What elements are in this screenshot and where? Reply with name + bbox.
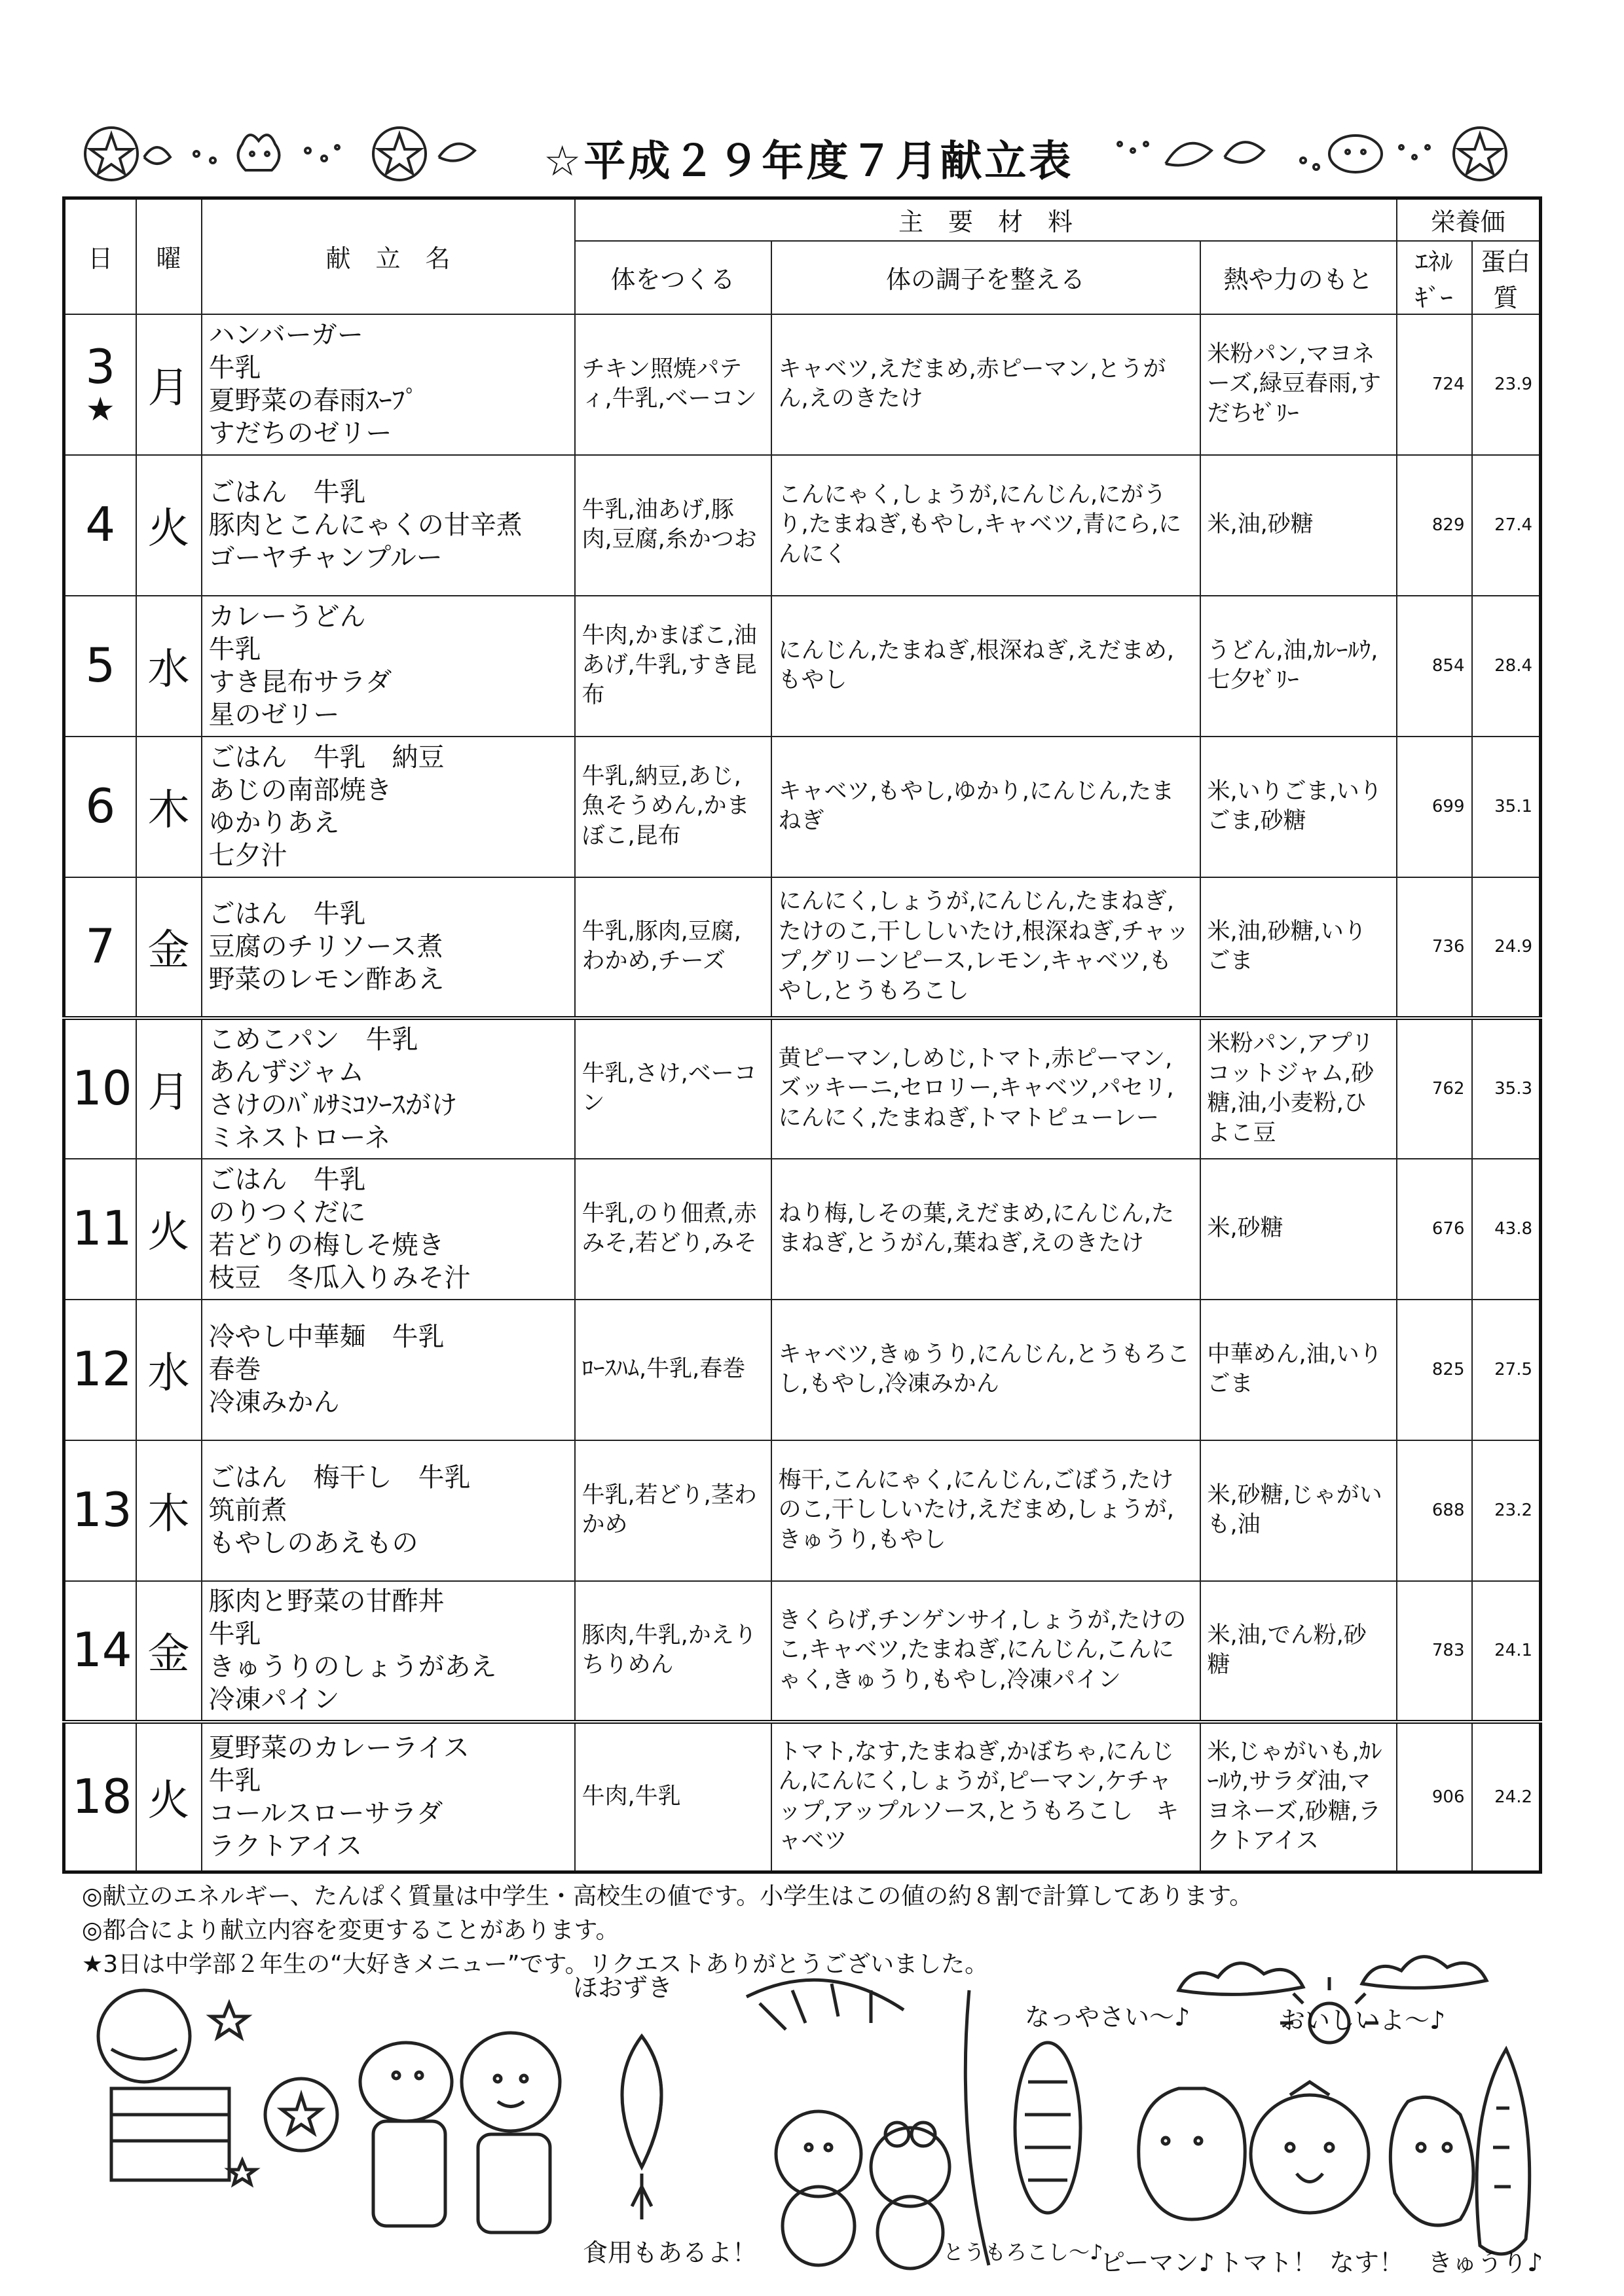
label-edible: 食用もあるよ！ [583,2238,758,2267]
dish-name: ごはん 牛乳 [208,1165,366,1195]
dish-name: あんずジャム [208,1057,365,1087]
energy-value: 762 [1397,1018,1472,1159]
energy-value: 783 [1397,1581,1472,1722]
dish-name: 星のゼリー [208,700,340,730]
day-cell [64,314,136,455]
body-ingredients-cell: 牛肉,牛乳 [575,1722,771,1872]
body-ingredients-cell: 牛乳,納豆,あじ,魚そうめん,かまぼこ,昆布 [575,737,771,877]
weekday-cell: 水 [136,1300,202,1440]
menu-name-cell [202,1581,575,1722]
menu-rows [64,314,1541,1872]
label-eggplant: なす！ [1329,2248,1405,2277]
dish-name: 牛乳 [208,1619,261,1649]
dish-name: ラクトアイス [208,1831,363,1861]
weekday-cell: 火 [136,1159,202,1300]
energy-source-cell: 中華めん,油,いりごま [1200,1300,1397,1440]
dish-name: 若どりの梅しそ焼き [208,1230,445,1260]
energy-source-cell: 米,砂糖 [1200,1159,1397,1300]
energy-value: 676 [1397,1159,1472,1300]
energy-value: 825 [1397,1300,1472,1440]
dish-name: 夏野菜の春雨ｽｰﾌﾟ [208,386,418,416]
header-protein: 蛋白質 [1472,241,1541,314]
protein-value: 27.5 [1472,1300,1541,1440]
bottom-illustration [65,1938,1559,2291]
day-number: 11 [72,1201,132,1256]
condition-ingredients-cell: 梅干,こんにゃく,にんじん,ごぼう,たけのこ,干ししいたけ,えだまめ,しょうが,きゅうり,もやし [771,1440,1200,1581]
menu-row [64,455,1541,596]
day-cell [64,1581,136,1722]
label-tomato: トマト！ [1218,2248,1318,2277]
dish-name: すだちのゼリー [208,418,392,448]
day-number: 10 [72,1061,132,1116]
body-ingredients-cell: 牛乳,油あげ,豚肉,豆腐,糸かつお [575,455,771,596]
dish-name: 冷凍パイン [208,1685,340,1715]
weekday-cell: 金 [136,1581,202,1722]
menu-row [64,314,1541,455]
condition-ingredients-cell: キャベツ,きゅうり,にんじん,とうもろこし,もやし,冷凍みかん [771,1300,1200,1440]
energy-value: 829 [1397,455,1472,596]
dish-name: コールスローサラダ [208,1798,443,1829]
day-number: 14 [72,1622,132,1678]
header-menu-name: 献 立 名 [202,198,575,314]
energy-value: 906 [1397,1722,1472,1872]
label-nassai: なっやさい～♪ [1025,2003,1190,2032]
condition-ingredients-cell: きくらげ,チンゲンサイ,しょうが,たけのこ,キャベツ,たまねぎ,にんじん,こんにゃく,きゅうり,もやし,冷凍パイン [771,1581,1200,1722]
protein-value: 27.4 [1472,455,1541,596]
menu-row [64,596,1541,737]
condition-ingredients-cell: ねり梅,しその葉,えだまめ,にんじん,たまねぎ,とうがん,葉ねぎ,えのきたけ [771,1159,1200,1300]
energy-source-cell: 米,油,砂糖 [1200,455,1397,596]
condition-ingredients-cell: にんじん,たまねぎ,根深ねぎ,えだまめ,もやし [771,596,1200,737]
label-pepper: ピーマン♪ [1100,2248,1215,2277]
day-number: 5 [85,638,116,693]
dish-name: 豚肉と野菜の甘酢丼 [208,1586,445,1616]
header-condition: 体の調子を整える [771,241,1200,314]
label-corn: とうもろこし～♪ [943,2240,1103,2265]
dish-name: ハンバーガー [208,320,363,350]
day-cell [64,1300,136,1440]
header-energy: ｴﾈﾙｷﾞｰ [1397,241,1472,314]
protein-value: 24.9 [1472,877,1541,1018]
menu-name-cell [202,1300,575,1440]
day-cell [64,596,136,737]
dish-name: 牛乳 [208,634,261,665]
menu-table [62,196,1542,1874]
note-change: ◎都合により献立内容を変更することがあります。 [82,1917,619,1944]
energy-source-cell: 米,油,でん粉,砂糖 [1200,1581,1397,1722]
weekday-cell: 火 [136,1722,202,1872]
dish-name: ごはん 牛乳 [208,899,366,929]
menu-row [64,1018,1541,1159]
day-cell [64,1440,136,1581]
dish-name: のりつくだに [208,1197,366,1228]
weekday-cell: 月 [136,314,202,455]
dish-name: 枝豆 冬瓜入りみそ汁 [208,1263,471,1293]
dish-name: 豚肉とこんにゃくの甘辛煮 [208,510,523,540]
protein-value: 35.3 [1472,1018,1541,1159]
day-cell [64,1159,136,1300]
protein-value: 23.2 [1472,1440,1541,1581]
top-decoration-left [72,118,530,190]
dish-name: 豆腐のチリソース煮 [208,932,443,962]
day-cell [64,1018,136,1159]
dish-name: さけのﾊﾞﾙｻﾐｺｿｰｽがけ [208,1090,458,1120]
energy-source-cell: 米粉パン,マヨネーズ,緑豆春雨,すだちｾﾞﾘｰ [1200,314,1397,455]
day-number: 6 [85,778,116,834]
dish-name: ゆかりあえ [208,808,340,838]
dish-name: きゅうりのしょうがあえ [208,1652,497,1682]
dish-name: ごはん 梅干し 牛乳 [208,1463,471,1493]
energy-value: 854 [1397,596,1472,737]
menu-name-cell [202,1159,575,1300]
protein-value: 35.1 [1472,737,1541,877]
body-ingredients-cell: 牛乳,若どり,茎わかめ [575,1440,771,1581]
day-number: 7 [85,919,116,974]
body-ingredients-cell: ﾛｰｽﾊﾑ,牛乳,春巻 [575,1300,771,1440]
day-cell [64,877,136,1018]
menu-row [64,1722,1541,1872]
day-number: 12 [72,1341,132,1397]
header-nutrition: 栄養価 [1397,198,1541,241]
condition-ingredients-cell: こんにゃく,しょうが,にんじん,にがうり,たまねぎ,もやし,キャベツ,青にら,にんにく [771,455,1200,596]
energy-value: 688 [1397,1440,1472,1581]
protein-value: 24.1 [1472,1581,1541,1722]
energy-value: 736 [1397,877,1472,1018]
header-body: 体をつくる [575,241,771,314]
label-hoozuki: ほおずき [573,1973,673,2002]
day-number: 13 [72,1482,132,1538]
day-cell [64,455,136,596]
menu-name-cell [202,596,575,737]
dish-name: あじの南部焼き [208,775,392,805]
label-oishii: おいしいよ～♪ [1280,2006,1446,2035]
menu-name-cell [202,1440,575,1581]
body-ingredients-cell: 牛乳,豚肉,豆腐,わかめ,チーズ [575,877,771,1018]
weekday-cell: 金 [136,877,202,1018]
header-main-ingredients: 主 要 材 料 [575,198,1397,241]
condition-ingredients-cell: 黄ピーマン,しめじ,トマト,赤ピーマン,ズッキーニ,セロリー,キャベツ,パセリ,にんにく,たまねぎ,トマトピューレー [771,1018,1200,1159]
menu-row [64,1300,1541,1440]
energy-source-cell: 米,油,砂糖,いりごま [1200,877,1397,1018]
dish-name: すき昆布サラダ [208,667,392,697]
dish-name: 筑前煮 [208,1495,287,1525]
day-cell [64,1722,136,1872]
weekday-cell: 火 [136,455,202,596]
protein-value: 23.9 [1472,314,1541,455]
dish-name: 冷凍みかん [208,1387,340,1417]
menu-row [64,877,1541,1018]
body-ingredients-cell: チキン照焼パティ,牛乳,ベーコン [575,314,771,455]
menu-row [64,1581,1541,1722]
menu-name-cell [202,1018,575,1159]
star-mark: ★ [85,390,115,428]
menu-name-cell [202,314,575,455]
day-number: 18 [72,1768,132,1824]
day-number: 3 [85,338,116,394]
dish-name: もやしのあえもの [208,1528,418,1558]
dish-name: 夏野菜のカレーライス [208,1732,470,1763]
condition-ingredients-cell: トマト,なす,たまねぎ,かぼちゃ,にんじん,にんにく,しょうが,ピーマン,ケチャップ,アップルソース,とうもろこし キャベツ [771,1722,1200,1872]
header-weekday: 曜 [136,198,202,314]
protein-value: 43.8 [1472,1159,1541,1300]
body-ingredients-cell: 牛乳,さけ,ベーコン [575,1018,771,1159]
protein-value: 24.2 [1472,1722,1541,1872]
body-ingredients-cell: 豚肉,牛乳,かえりちりめん [575,1581,771,1722]
protein-value: 28.4 [1472,596,1541,737]
menu-name-cell [202,1722,575,1872]
dish-name: ごはん 牛乳 [208,477,366,507]
weekday-cell: 木 [136,737,202,877]
energy-value: 699 [1397,737,1472,877]
menu-name-cell [202,455,575,596]
body-ingredients-cell: 牛乳,のり佃煮,赤みそ,若どり,みそ [575,1159,771,1300]
energy-value: 724 [1397,314,1472,455]
dish-name: こめこパン 牛乳 [208,1025,418,1055]
energy-source-cell: 米,いりごま,いりごま,砂糖 [1200,737,1397,877]
top-decoration-right [1113,118,1539,190]
dish-name: カレーうどん [208,602,366,632]
energy-source-cell: 米,砂糖,じゃがいも,油 [1200,1440,1397,1581]
dish-name: 七夕汁 [208,841,287,871]
header-energy-source: 熱や力のもと [1200,241,1397,314]
weekday-cell: 月 [136,1018,202,1159]
weekday-cell: 水 [136,596,202,737]
body-ingredients-cell: 牛肉,かまぼこ,油あげ,牛乳,すき昆布 [575,596,771,737]
day-cell [64,737,136,877]
menu-name-cell [202,877,575,1018]
menu-name-cell [202,737,575,877]
note-nutrition: ◎献立のエネルギー、たんぱく質量は中学生・高校生の値です。小学生はこの値の約８割で計算してあります。 [82,1883,1253,1910]
condition-ingredients-cell: キャベツ,えだまめ,赤ピーマン,とうがん,えのきたけ [771,314,1200,455]
dish-name: 冷やし中華麺 牛乳 [208,1322,445,1352]
dish-name: ミネストローネ [208,1123,391,1153]
dish-name: 春巻 [208,1355,261,1385]
energy-source-cell: 米粉パン,アプリコットジャム,砂糖,油,小麦粉,ひよこ豆 [1200,1018,1397,1159]
condition-ingredients-cell: にんにく,しょうが,にんじん,たまねぎ,たけのこ,干ししいたけ,根深ねぎ,チャップ,グリーンピース,レモン,キャベツ,もやし,とうもろこし [771,877,1200,1018]
menu-row [64,737,1541,877]
energy-source-cell: 米,じゃがいも,ｶﾚｰﾙｳ,サラダ油,マヨネーズ,砂糖,ラクトアイス [1200,1722,1397,1872]
dish-name: 牛乳 [208,353,261,383]
note-request: ★3日は中学部２年生の“大好きメニュー”です。リクエストありがとうございました。 [82,1951,989,1978]
dish-name: 野菜のレモン酢あえ [208,964,445,994]
page-title: ☆平成２９年度７月献立表 [544,137,1074,186]
dish-name: ごはん 牛乳 納豆 [208,742,445,773]
day-number: 4 [85,497,116,553]
condition-ingredients-cell: キャベツ,もやし,ゆかり,にんじん,たまねぎ [771,737,1200,877]
dish-name: 牛乳 [208,1765,261,1796]
label-cucumber: きゅうり♪ [1428,2248,1543,2277]
header-day: 日 [64,198,136,314]
menu-row [64,1440,1541,1581]
energy-source-cell: うどん,油,ｶﾚｰﾙｳ,七夕ｾﾞﾘｰ [1200,596,1397,737]
dish-name: ゴーヤチャンプルー [208,543,443,573]
weekday-cell: 木 [136,1440,202,1581]
menu-row [64,1159,1541,1300]
